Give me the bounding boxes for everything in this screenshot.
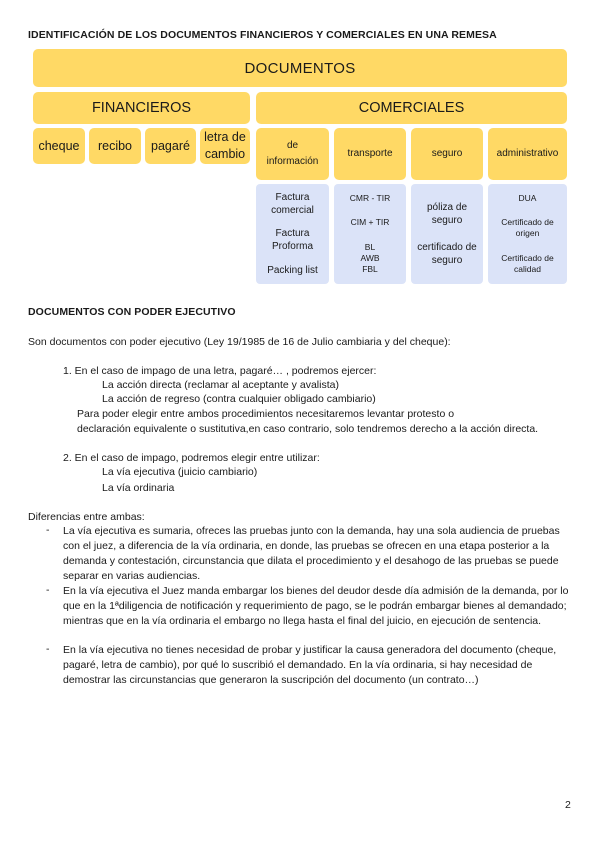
text: BL bbox=[364, 242, 376, 253]
intro-paragraph: Son documentos con poder ejecutivo (Ley 19/1985 de 16 de Julio cambiaria y del cheque): bbox=[28, 336, 451, 348]
list-item-1-note-line-2: declaración equivalente o sustitutiva,en caso contrario, solo tendremos derecho a la acción directa. bbox=[77, 423, 539, 435]
bullet-marker: - bbox=[46, 584, 50, 596]
bullet-item-3: En la vía ejecutiva no tienes necesidad de probar y justificar la causa generadora del documento (cheque, pagaré, letra de cambio), por qué lo suscribió el demandado. En la vía ordinaria, si hay necesidad de demostrar las circunstancias que generaron la suscripción del documento (un contrato…) bbox=[63, 644, 557, 686]
list-item-1-sub-1: La acción directa (reclamar al aceptante y avalista) bbox=[102, 379, 339, 391]
doc-bl-awb-fbl bbox=[360, 242, 379, 275]
financiero-recibo: recibo bbox=[89, 128, 141, 164]
comercial-administrativo: administrativo bbox=[488, 128, 567, 180]
seguro-docs bbox=[411, 184, 483, 284]
doc-certificado-calidad bbox=[501, 253, 553, 275]
comercial-transporte: transporte bbox=[334, 128, 406, 180]
section-title-poder-ejecutivo: DOCUMENTOS CON PODER EJECUTIVO bbox=[28, 306, 236, 318]
list-item-1-note-line-1: Para poder elegir entre ambos procedimientos necesitaremos levantar protesto o bbox=[77, 408, 455, 420]
bullet-marker: - bbox=[46, 524, 50, 536]
text: póliza de bbox=[426, 201, 468, 213]
bullet-item-2: En la vía ejecutiva el Juez manda embargar los bienes del deudor desde día admisión de la demanda, por lo que en la 1ªdiligencia de notificación y requerimiento de pago, se le podrán embargar bienes al demandado; mientras que en la vía ordinaria el embargo no llega hasta el final del juicio, en ejecución de sentencia. bbox=[63, 585, 569, 627]
text: certificado de bbox=[417, 242, 477, 254]
letra-line-1: letra de bbox=[204, 130, 246, 144]
list-item-2: 2. En el caso de impago, podremos elegir entre utilizar: bbox=[63, 452, 320, 464]
doc-factura-comercial bbox=[271, 191, 314, 217]
comercial-seguro: seguro bbox=[411, 128, 483, 180]
text: calidad bbox=[514, 264, 541, 275]
diferencias-title: Diferencias entre ambas: bbox=[28, 511, 145, 523]
list-item-1: 1. En el caso de impago de una letra, pagaré… , podremos ejercer: bbox=[63, 365, 377, 377]
informacion-line-1: de bbox=[286, 140, 299, 151]
text: AWB bbox=[360, 253, 380, 264]
text: Proforma bbox=[271, 241, 314, 253]
doc-dua: DUA bbox=[518, 192, 537, 203]
section-title-identificacion: IDENTIFICACIÓN DE LOS DOCUMENTOS FINANCIEROS Y COMERCIALES EN UNA REMESA bbox=[28, 29, 497, 41]
list-item-2-sub-1: La vía ejecutiva (juicio cambiario) bbox=[102, 466, 258, 478]
bullet-marker: - bbox=[46, 643, 50, 655]
list-item-1-sub-2: La acción de regreso (contra cualquier obligado cambiario) bbox=[102, 393, 376, 405]
comercial-informacion bbox=[256, 128, 329, 180]
text: FBL bbox=[362, 264, 378, 275]
administrativo-docs bbox=[488, 184, 567, 284]
financiero-letra-de-cambio bbox=[200, 128, 250, 164]
informacion-docs bbox=[256, 184, 329, 284]
text: Certificado de bbox=[501, 217, 554, 228]
financiero-cheque: cheque bbox=[33, 128, 85, 164]
bullet-item-1: La vía ejecutiva es sumaria, ofreces las pruebas junto con la demanda, hay una sola audiencia de pruebas con el juez, a diferencia de la vía ordinaria, en donde, las pruebas se ofrecen en una etapa posterior a la demanda y contestación, circunstancia que dilata el procedimiento y el desahogo de las pruebas se puede separar en varias audiencias. bbox=[63, 525, 560, 582]
text: seguro bbox=[431, 214, 463, 226]
text: seguro bbox=[431, 255, 463, 267]
doc-factura-proforma bbox=[272, 227, 313, 253]
page-number: 2 bbox=[565, 799, 571, 811]
informacion-line-2: información bbox=[266, 156, 319, 167]
diagram-documentos-box: DOCUMENTOS bbox=[33, 49, 567, 87]
transporte-docs bbox=[334, 184, 406, 284]
doc-certificado-origen bbox=[501, 217, 553, 239]
text: comercial bbox=[271, 205, 314, 217]
text: Factura bbox=[275, 228, 310, 240]
diagram-comerciales-box: COMERCIALES bbox=[256, 92, 567, 124]
doc-cim-tir: CIM + TIR bbox=[350, 217, 390, 228]
doc-packing-list: Packing list bbox=[267, 264, 318, 276]
text: Factura bbox=[275, 192, 310, 204]
financiero-pagare: pagaré bbox=[145, 128, 196, 164]
doc-poliza-seguro bbox=[427, 201, 467, 227]
letra-line-2: cambio bbox=[204, 147, 246, 161]
diagram-financieros-box: FINANCIEROS bbox=[33, 92, 250, 124]
doc-certificado-seguro bbox=[417, 241, 476, 267]
list-item-2-sub-2: La vía ordinaria bbox=[102, 482, 175, 494]
text: origen bbox=[515, 228, 540, 239]
text: Certificado de bbox=[501, 253, 554, 264]
doc-cmr-tir: CMR - TIR bbox=[349, 192, 391, 203]
